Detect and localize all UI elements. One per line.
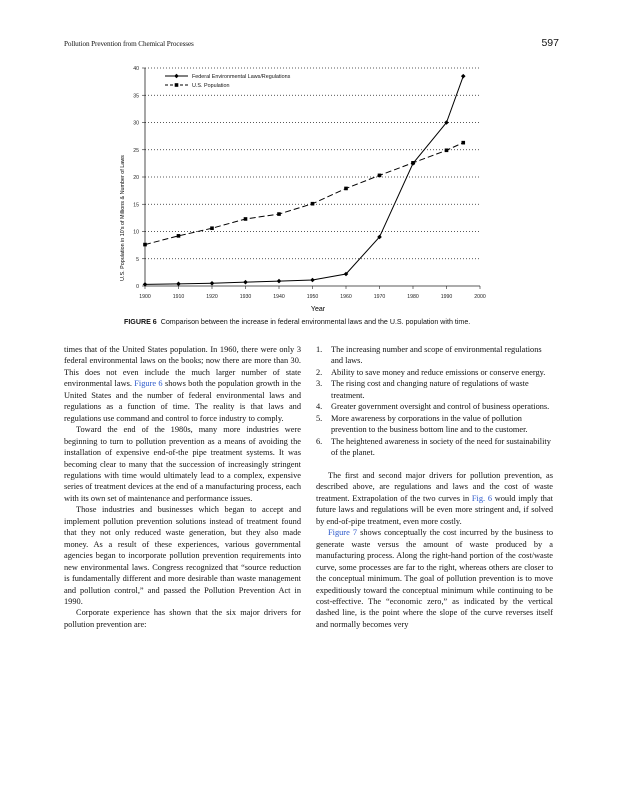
chart-x-tick-label: 1950 xyxy=(306,294,319,300)
paragraph-2: Toward the end of the 1980s, many more industries were beginning to turn to pollution prevention as a means of avoiding the installation of expensive end-of-the pipe treatment systems. It was becoming clear to many that the succession of increasingly stringent regulations with time would ultimately lead to a complex, expensive series of treatment devices at the end of a manufacturing process, each with its own set of maintenance and performance issues. xyxy=(64,425,301,503)
paragraph-6 xyxy=(316,527,553,630)
chart-axes xyxy=(145,68,480,286)
chart-x-axis-label: Year xyxy=(310,306,326,313)
laws-population-chart xyxy=(110,58,500,313)
chart-y-tick-label: 15 xyxy=(133,202,139,209)
paragraph-4: Corporate experience has shown that the six major drivers for pollution prevention are: xyxy=(64,608,301,629)
chart-data-point xyxy=(311,202,315,206)
list-item xyxy=(316,367,553,378)
chart-data-point xyxy=(177,234,181,238)
chart-series-line xyxy=(145,76,463,284)
left-text-column xyxy=(64,344,301,630)
chart-data-point xyxy=(344,187,348,191)
paragraph-3: Those industries and businesses which began to accept and implement pollution prevention solutions instead of treatment found that they not only reduced waste generation, but they also made money. As a result of these experiences, various governmental agencies began to incorporate pollution prevention requirements into new environmental laws. Congress recognized that “source reduction is fundamentally different and more desirable than waste management and pollution control,” and passed the Pollution Prevention Act in 1990. xyxy=(64,505,301,606)
figure-caption-text: Comparison between the increase in federal environmental laws and the U.S. population with time. xyxy=(160,318,471,326)
paragraph-5-text-b: would imply that future laws and regulations will be even more stringent and, if solved by end-of-pipe treatment, even more costly. xyxy=(316,493,553,526)
chart-x-tick-label: 1970 xyxy=(373,294,386,300)
chart-series xyxy=(143,74,466,287)
list-item xyxy=(316,344,553,367)
chart-x-tick-label: 1910 xyxy=(172,294,185,300)
chart-x-tick-label: 1920 xyxy=(206,294,218,300)
paragraph-6-text: shows conceptually the cost incurred by the business to generate waste versus the amount of waste produced by a manufacturing process. Along the right-hand portion of the cost/waste curve, some processes are far to the right, whereas others are closer to the conceptual minimum. The goal of pollution prevention is to move expeditiously toward the conceptual minimum while continuing to be cost-effective. The “economic zero,” as indicated by the vertical dashed line, is the point where the slope of the curve reverses itself and normally becomes very xyxy=(316,528,553,629)
chart-legend-label: U.S. Population xyxy=(192,83,230,89)
fig-6-link[interactable]: Fig. 6 xyxy=(471,493,493,503)
list-item xyxy=(316,413,553,436)
chart-y-tick-label: 40 xyxy=(133,66,139,72)
chart-data-point xyxy=(310,278,315,283)
page-number: 597 xyxy=(541,37,559,49)
chart-data-point xyxy=(445,148,449,152)
chart-data-point xyxy=(277,212,281,216)
chart-x-tick-label: 1990 xyxy=(440,294,453,300)
chart-data-point xyxy=(378,174,382,178)
list-item-number: 5. xyxy=(316,413,323,423)
chart-y-tick-label: 0 xyxy=(136,284,139,290)
paragraph-1-text-a: times that of the United States population. In 1960, there were only 3 federal environmental laws on the books; now there are more than 30. This does not even include the much larger number of state environmental laws. xyxy=(64,345,301,389)
list-item-text: The heightened awareness in society of the need for sustainability of the planet. xyxy=(331,436,551,458)
chart-y-tick-label: 35 xyxy=(133,93,139,100)
list-item-text: Ability to save money and reduce emissions or conserve energy. xyxy=(331,367,546,377)
paragraph-5-text-a: The first and second major drivers for pollution prevention, as described above, are regulations and laws and the cost of waste treatment. Extrapolation of the two curves in xyxy=(316,471,553,503)
chart-legend-marker xyxy=(175,83,179,87)
chart-data-point xyxy=(143,243,147,247)
figure-label: FIGURE 6 xyxy=(124,318,157,326)
chart-y-tick-label: 10 xyxy=(133,229,139,236)
chart-legend-marker xyxy=(174,74,179,79)
chart-y-tick-label: 20 xyxy=(133,175,139,181)
list-item-number: 6. xyxy=(316,436,323,446)
list-item-text: The increasing number and scope of environmental regulations and laws. xyxy=(331,345,542,366)
drivers-list xyxy=(316,344,553,459)
chart-data-point xyxy=(243,280,248,285)
list-item-text: The rising cost and changing nature of regulations of waste treatment. xyxy=(331,379,529,400)
chart-series-line xyxy=(145,143,463,245)
chart-data-point xyxy=(210,281,215,286)
list-item xyxy=(316,378,553,401)
chart-x-ticks xyxy=(139,286,486,300)
chart-x-tick-label: 2000 xyxy=(474,294,486,300)
paragraph-1 xyxy=(64,344,301,424)
list-item-number: 4. xyxy=(316,402,323,412)
running-title: Pollution Prevention from Chemical Processes xyxy=(64,40,194,48)
right-text-column xyxy=(316,344,553,630)
list-item-number: 1. xyxy=(316,345,323,354)
paragraph-5 xyxy=(316,470,553,527)
chart-y-tick-label: 25 xyxy=(133,147,139,154)
chart-gridlines xyxy=(145,68,480,259)
chart-x-tick-label: 1940 xyxy=(273,294,285,300)
chart-y-ticks xyxy=(133,66,145,290)
chart-x-tick-label: 1980 xyxy=(407,294,419,300)
chart-legend-label: Federal Environmental Laws/Regulations xyxy=(192,74,291,80)
chart-data-point xyxy=(176,282,181,287)
list-item-text: Greater government oversight and control of business operations. xyxy=(331,402,550,412)
chart-x-tick-label: 1930 xyxy=(239,294,252,300)
figure-caption xyxy=(124,318,564,326)
list-item-number: 3. xyxy=(316,379,323,389)
chart-data-point xyxy=(411,161,415,165)
figure-7-link[interactable]: Figure 7 xyxy=(328,528,358,538)
chart-data-point xyxy=(244,217,248,221)
chart-data-point xyxy=(277,279,282,284)
chart-data-point xyxy=(461,74,466,79)
chart-x-tick-label: 1960 xyxy=(340,294,352,300)
chart-y-axis-label: U.S. Population in 10's of Millions & Number of Laws xyxy=(120,155,126,281)
chart-data-point xyxy=(461,141,465,145)
chart-y-tick-label: 5 xyxy=(136,256,139,263)
list-item xyxy=(316,436,553,459)
chart-data-point xyxy=(210,226,214,230)
chart-x-tick-label: 1900 xyxy=(139,294,151,300)
list-item-number: 2. xyxy=(316,367,323,377)
figure-6-link[interactable]: Figure 6 xyxy=(134,379,163,389)
list-item xyxy=(316,401,553,412)
list-item-text: More awareness by corporations in the value of pollution prevention to the business bottom line and to the customer. xyxy=(331,413,528,435)
chart-y-tick-label: 30 xyxy=(133,120,139,127)
chart-legend xyxy=(165,74,291,89)
paragraph-1-text-b: shows both the population growth in the United States and the number of federal environmental laws and regulations as a function of time. The reality is that laws and regulations use command and control to force industry to comply. xyxy=(64,379,301,423)
